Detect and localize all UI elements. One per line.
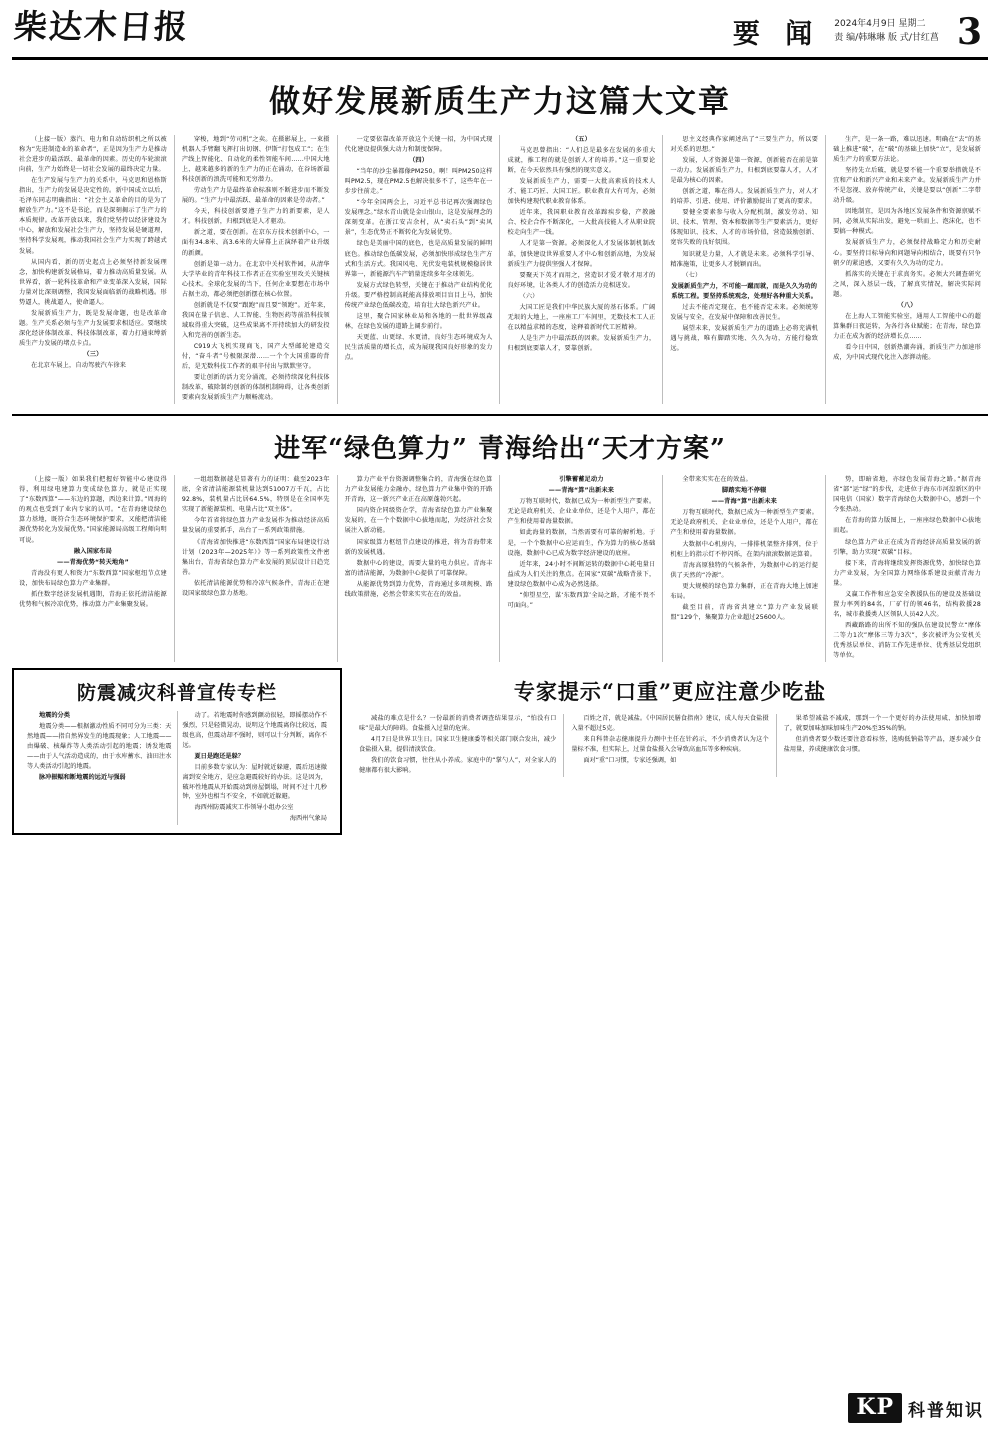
paragraph: 穿梭，地到“劳司机”之卖。在摄影展上，一束摄机器人手臂翻飞挥打出切钢、伊斯“打包成工”；在生产线上智能化、自动化的柔性智能车间……中国大地上，越来越多的新的生产力的正在涌动，在谷场新最科技创新的浪洗可能和无穷潜力。 bbox=[181, 136, 330, 184]
paragraph: 海西州防震减灾工作领导小组办公室 bbox=[194, 804, 294, 812]
paragraph: 新之道，要在创新。在京东方技术创新中心，一面有34.8米、高3.6米的大屏幕上正演绎着产业升级的新颜。 bbox=[181, 229, 330, 257]
paragraph: 国内资企同级资企学，青海省绿色算力产业集聚发展的，在一个个数据中心拔地而起，为经济社会发展注入新动能。 bbox=[344, 507, 493, 535]
paragraph: 国家级算力枢纽节点建设的推进，将为青海带来新的发展机遇。 bbox=[344, 538, 493, 556]
article1-col-2 bbox=[175, 135, 338, 404]
paragraph: （上接一版）蒸汽、电力和自动纺织机之所以被称为“先进制造业的革命者”，正是因为生产力是推动社会进步的最活跃、最革命的因素。历史的车轮滚滚向前，生产力始终是一切社会发展的最终决定力量。 bbox=[19, 136, 167, 174]
paragraph: 势，即暗省地，亦绿色发展青海之路。”据青海省“部”运“绿”的步伐，走进位于海东市河湟新区的中国电信（国家）数字青海绿色大数据中心，感到一个令张热动。 bbox=[833, 476, 981, 514]
paragraph: 截至目前，青海省共建立“算力产业发展联盟”129个，集聚算力企业超过25600人。 bbox=[670, 603, 819, 621]
page-number: 3 bbox=[956, 10, 982, 53]
paragraph: 要健全要素参与收入分配机制，激发劳动、知识、技术、管理、资本和数据等生产要素活力，更好体现知识、技术、人才的市场价值，营造鼓励创新、宽容失败的良好氛围。 bbox=[670, 209, 819, 247]
article3-body bbox=[22, 711, 332, 825]
subhead: 融入国家布局 bbox=[73, 547, 112, 555]
paragraph: 动了。若地震时你感到颤动很轻，即摇摆动作不强烈，只是轻微晃动，说明这个地震离你比较远，震级也高，但震动却不强时，则可以十分判断，离你不远。 bbox=[182, 712, 327, 749]
article3-col-2 bbox=[178, 711, 333, 825]
paragraph: 依托清洁能源优势和冷凉气候条件，青海正在建设国家级绿色算力基地。 bbox=[181, 579, 330, 597]
article3-col-1 bbox=[22, 711, 178, 825]
article3-title: 防震减灾科普宣传专栏 bbox=[76, 682, 277, 705]
paragraph: 因地制宜，是因为各地区发展条件和资源禀赋不同，必须从实际出发，避免一哄而上、泡沫化，也不要搞一种模式。 bbox=[833, 208, 981, 236]
paragraph: 近年来，24小时不间断运转的数据中心耗电量日益成为人们关注的焦点。在国家“双碳”战略背景下，建设绿色数据中心成为必然选择。 bbox=[507, 560, 656, 588]
paragraph: 更大规模的绿色算力集群，正在青海大地上加速布局。 bbox=[670, 582, 819, 600]
subhead: 地震的分类 bbox=[39, 712, 70, 720]
paragraph: 思主义经典作家阐述出了“三要生产力，所以要对关系的思想。” bbox=[670, 136, 819, 154]
subhead: 脉冲振幅和断地震的远近与强弱 bbox=[39, 773, 126, 781]
paragraph: “当年的沙尘暴都像PM250。啊！叫PM250这样叫PM2.5，现在PM2.5也解决很多不了，这些年在一步步往前走。” bbox=[344, 168, 493, 196]
paragraph: 抓住数字经济发展机遇期，青海正依托清洁能源优势和气候冷凉优势，推动算力产业集聚发展。 bbox=[19, 590, 167, 608]
subhead: ——青海“算”出新未来 bbox=[548, 487, 615, 495]
article1-col-5 bbox=[663, 135, 826, 404]
bottom-zone bbox=[0, 662, 1000, 835]
paragraph: 天更蓝、山更绿、水更清，良好生态环境成为人民生活质量的增长点，成为展现我国良好形象的发力点。 bbox=[344, 333, 493, 361]
paragraph: 生产，是一条一路，难以迅速。明确在“去”的基础上推进“破”，在“破”的基础上加快“立”，是发展新质生产力的重要方法论。 bbox=[833, 136, 981, 164]
paragraph: 百姓之首，就是减盐。《中国居民膳食指南》建议，成人每天食盐摄入量不超过5克。 bbox=[571, 715, 769, 732]
paragraph: 发展新质生产力，需要一大批高素质的技术人才、能工巧匠、大国工匠。职业教育大有可为，必须加快构建现代职业教育体系。 bbox=[507, 178, 656, 206]
article-divider-1 bbox=[12, 414, 988, 416]
subhead: 引擎蓄蓄足动力 bbox=[559, 476, 604, 484]
article4-col-2 bbox=[564, 714, 776, 777]
paragraph: 青海没有更人和资力“东数西算”国家枢纽节点建设，加快布局绿色算力产业集群。 bbox=[19, 569, 167, 587]
paragraph: 从能源优势到算力优势，青海通过多项规模、路线政策措施，必然会带来实实在在的效益。 bbox=[344, 580, 493, 598]
paragraph: 来自科普杂志健康提升力测中主任在针药示，不少消费者认为这个量标不准，但实际上，过量食盐摄入会导致高血压等多种疾病。 bbox=[571, 735, 769, 753]
paragraph: 今天，科技创新要遵子生产力的新要素，是人才。科技创新，归根到底是人才驱动。 bbox=[181, 208, 330, 226]
paragraph: 今年首省将绿色算力产业发展作为推动经济高质量发展的重要抓手，出台了一系列政策措施。 bbox=[181, 517, 330, 535]
kp-badge bbox=[848, 1393, 984, 1423]
paragraph: “今年全国两会上，习近平总书记再次强调绿色发展理念。”绿水青山就是金山银山，这是发展理念的深刻变革。在浙江安吉余村，从“卖石头”到“卖风景”，生态优势正不断转化为发展优势。 bbox=[344, 199, 493, 237]
paragraph: 在上海人工智能实验室，通用人工智能中心的超算集群日夜运转，为各行各业赋能；在青海，绿色算力正在成为新的经济增长点…… bbox=[833, 312, 981, 340]
paragraph: 《青海省加快推进“东数西算”国家布局建设行动计划（2023年—2025年）》等一系列政策性文件密集出台，青海省绿色算力产业发展的顶层设计日趋完善。 bbox=[181, 538, 330, 576]
article3-box bbox=[12, 668, 342, 835]
article1-body bbox=[0, 135, 1000, 404]
paragraph: 万物互联时代，数据已成为一种新型生产要素。无论是政府机关、企业业单位，还是个人用户，都在产生和使用着海量数据。 bbox=[670, 509, 819, 537]
paragraph: 坚持先立后破，就是要不能一个重要举措就是不宜和产业和新兴产业和未来产业。发展新质生产力并不是忽视、放弃传统产业，关键是要以“创新”二字带动升级。 bbox=[833, 167, 981, 205]
article1-col-4 bbox=[500, 135, 663, 404]
article2-col-2 bbox=[175, 475, 338, 662]
paragraph: 面对“重”口习惯，专家还强调，如 bbox=[583, 756, 677, 764]
paragraph: （七） bbox=[682, 271, 702, 279]
article2-headline: 进军“绿色算力” 青海给出“天才方案” bbox=[274, 434, 726, 465]
kp-label: 科普知识 bbox=[908, 1400, 984, 1421]
masthead-rule bbox=[12, 57, 988, 60]
paragraph: 绿色是美丽中国的底色，也是高质量发展的鲜明底色。推动绿色低碳发展，必须加快形成绿色生产方式和生活方式。我国风电、光伏发电装机规模稳居世界第一，新能源汽车产销量连续多年全球领先。 bbox=[344, 240, 493, 278]
article1-col-1 bbox=[12, 135, 175, 404]
paragraph: 人是生产力中最活跃的因素。发展新质生产力，归根到底要靠人才，要靠创新。 bbox=[507, 334, 656, 352]
article4-zone bbox=[352, 668, 988, 835]
paragraph: （六） bbox=[519, 292, 539, 300]
subhead: ——青海优势“转天地角” bbox=[57, 558, 129, 566]
article2-body bbox=[0, 475, 1000, 662]
article4-title: 专家提示“口重”更应注意少吃盐 bbox=[513, 679, 827, 705]
paragraph: 目前多数专家认为：屋时就近躲避，震后迅速撤离到安全地方，是应急避震较好的办法。这是因为，破坏性地震从开始震动到房屋倒塌，时间不过十几秒钟，室外也相当不安全，不如就近躲避。 bbox=[182, 763, 327, 801]
article4-col-3 bbox=[777, 714, 988, 777]
section-marker: 发展新质生产力，不可能一蹴而就，而是久久为功的系统工程。要坚持系统观念，处理好各种重大关系。 bbox=[671, 282, 818, 300]
paragraph: 数据中心的建设，需要大量的电力供应。青海丰富的清洁能源，为数据中心提供了可靠保障。 bbox=[344, 559, 493, 577]
masthead-right bbox=[733, 10, 986, 51]
subhead: 脚踏实地不停辍 bbox=[722, 487, 767, 495]
paragraph: 发展新质生产力，必须保持战略定力和历史耐心。要坚持目标导向和问题导向相结合，既要有只争朝夕的紧迫感，又要有久久为功的定力。 bbox=[833, 239, 981, 267]
section-title: 要 闻 bbox=[732, 19, 821, 50]
paragraph: 人才是第一资源。必须深化人才发展体制机制改革，加快建设世界重要人才中心和创新高地，为发展新质生产力提供坚强人才保障。 bbox=[507, 240, 656, 268]
paragraph: 从国内看，新的历史起点上必须坚持新发展理念，加快构建新发展格局，着力推动高质量发展。从世界看，新一轮科技革命和产业变革深入发展，国际力量对比深刻调整，我国发展面临新的战略机遇。形势逼人，挑战逼人，使命逼人。 bbox=[19, 258, 167, 306]
paragraph: 青海高原独特的气候条件，为数据中心的运行提供了天然的“冷源”。 bbox=[670, 561, 819, 579]
paragraph: 发展新质生产力，既是发展命题，也是改革命题。生产关系必须与生产力发展要求相适应。要继续深化经济体制改革、科技体制改革，着力打通束缚新质生产力发展的堵点卡点。 bbox=[19, 309, 167, 347]
paragraph: 我们的饮食习惯，往往从小养成。家庭中的“掌勺人”，对全家人的健康都有很大影响。 bbox=[359, 756, 557, 774]
section-marker: （五） bbox=[571, 136, 591, 143]
article1-col-3 bbox=[338, 135, 501, 404]
subhead: 夏日是跑还是躲？ bbox=[194, 752, 244, 760]
article2-col-3 bbox=[338, 475, 501, 662]
kp-mark: KP bbox=[848, 1393, 902, 1423]
paragraph: 在北京车展上，自动驾驶汽车徐来 bbox=[31, 362, 127, 370]
paragraph: 绿色算力产业正在成为青海经济高质量发展的新引擎，助力实现“双碳”目标。 bbox=[833, 538, 981, 556]
paragraph: 算力产业平台资源调整集合的，青海强在绿色算力产业发展能力金融办，绿色算力产业集中资的开路开青海，这一新兴产业正在高原蓬勃兴起。 bbox=[344, 476, 493, 504]
section-marker: （三） bbox=[83, 350, 103, 358]
paragraph: 发展，人才资源是第一资源，创新能否在前是第一动力。发展新质生产力，归根到底要靠人才，人才是最为核心的因素。 bbox=[670, 157, 819, 185]
article1-col-6 bbox=[826, 135, 988, 404]
paragraph: 抓落实的关键在于求真务实。必须大兴调查研究之风，深入基层一线，了解真实情况，解决实际问题。 bbox=[833, 270, 981, 298]
newspaper-logo: 柴达木日报 bbox=[12, 7, 191, 46]
article2-col-1 bbox=[12, 475, 175, 662]
paragraph: 大数据中心机房内，一排排机架整齐排列，位于机柜上的指示灯不停闪烁，在架内滚滚数据运算着。 bbox=[670, 540, 819, 558]
paragraph: 万物互联时代，数据已成为一种新型生产要素。无论是政府机关、企业业单位，还是个人用户，都在产生和使用着海量数据。 bbox=[507, 498, 656, 526]
paragraph: 展望未来，发展新质生产力的道路上必将充满机遇与挑战，唯有脚踏实地、久久为功，方能行稳致远。 bbox=[670, 324, 819, 352]
issue-date: 2024年4月9日 星期二 bbox=[834, 19, 926, 29]
paragraph: 过去不能否定现在，也不能否定未来。必须统筹发展与安全，在发展中保障和改善民生。 bbox=[670, 303, 819, 321]
article4-col-1 bbox=[352, 714, 564, 777]
paragraph: 发展方式绿色转型，关键在于推动产业结构优化升级。要严格控制高耗能高排放项目盲目上马，加快传统产业绿色低碳改造，培育壮大绿色新兴产业。 bbox=[344, 281, 493, 309]
article2-col-5 bbox=[663, 475, 826, 662]
article2-col-6 bbox=[826, 475, 988, 662]
paragraph: 要让创新的活力充分涌流，必须持续深化科技体制改革，破除制约创新的体制机制障碍，让各类创新要素向发展新质生产力顺畅流动。 bbox=[181, 374, 330, 402]
article2-col-4 bbox=[500, 475, 663, 662]
paragraph: 全带来实实在在的效益。 bbox=[682, 476, 753, 484]
issue-meta bbox=[834, 18, 939, 45]
paragraph: 劳动生产力是最终革命标准则不断进步而不断发展的。“生产力中最活跃、最革命的因素是劳动者。” bbox=[181, 187, 330, 205]
subhead: ——青海“算”出新未来 bbox=[711, 498, 777, 506]
paragraph: 知识就是力量，人才就是未来。必须科学引导、精准施策，让更多人才脱颖而出。 bbox=[670, 250, 819, 268]
paragraph: 接下来，青海将继续发挥资源优势，加快绿色算力产业发展，为全国算力网络体系建设贡献青海力量。 bbox=[833, 559, 981, 587]
paragraph: 要聚天下英才而用之，营造识才爱才敬才用才的良好环境，让各类人才的创造活力竞相迸发。 bbox=[507, 271, 656, 289]
masthead bbox=[0, 0, 1000, 55]
paragraph: 大国工匠是我们中华民族大厦的基石体系。广阔无垠的大地上，一座座工厂车间里，无数技术工人正在以精益求精的态度，诠释着新时代工匠精神。 bbox=[507, 303, 656, 331]
paragraph: 创新是第一动力。在北京中关村软件园，从清华大学毕业的青年科技工作者正在实验室里攻关关键核心技术。全球化发展的当下，任何企业要想在市场中占据主动，都必须把创新摆在核心位置。 bbox=[181, 260, 330, 298]
paragraph: 在生产发展与生产力的关系中，马克思和恩格斯指出，生产力的发展是决定性的。新中国成立以后，毛泽东同志明确指出：“社会主义革命的目的是为了解放生产力。”这不是书论，而是深刻揭示了生产力的本质规律。改革开放以来，我们党坚持以经济建设为中心，解放和发展社会生产力，坚持发展是硬道理，坚持科学发展观，推动我国社会生产力实现了跨越式发展。 bbox=[19, 177, 167, 255]
paragraph: 4月7日是世界卫生日。国家卫生健康委等相关部门联合发出，减少食盐摄入量，提倡清淡饮食。 bbox=[359, 735, 557, 753]
paragraph: 减盐的难点是什么？一份最新的消费者调查结果显示，“怕没有口味”是最大的障碍。食盐摄入过量的危害。 bbox=[359, 715, 557, 732]
paragraph: 西藏路路的出所不知的强队伍建设民警立“摩体二等力1次”摩体三等力3次”，多次被评为公安机关优秀基层单位、消防工作先进单位、优秀基层党组织等单位。 bbox=[833, 621, 981, 660]
paragraph: C919大飞机实现商飞，国产大型邮轮建造交付，“奋斗者”号极限深潜……一个个大国重器的背后，是无数科技工作者的艰辛付出与默默坚守。 bbox=[181, 342, 330, 371]
paragraph: 在青海的算力版图上，一座座绿色数据中心拔地而起。 bbox=[833, 517, 981, 535]
paragraph: 果希望减盐不减咸，那到一个一个更好的办法使用咸、加快加增了，就要加味加味加味生产20%至35%的钠。 bbox=[783, 715, 981, 732]
issue-editors: 责 编/韩琳琳 版 式/甘红菖 bbox=[834, 32, 939, 43]
section-marker: （四） bbox=[409, 157, 429, 165]
paragraph: 一组组数据越是显著有力的证明：截至2023年底，全省清洁能源装机量达到51007万千瓦，占比92.8%，装机量占比居64.5%，特别是在全国率先实现了新能源装机、电量占比“双主体”。 bbox=[181, 476, 330, 514]
paragraph: 创新之道，唯在得人。发展新质生产力，对人才的培养、引进、使用、评价激励提出了更高的要求。 bbox=[670, 188, 819, 206]
paragraph: 地震分类——根据激动性质不同可分为三类：天然地震——指自然界发生的地震现象；人工地震——由爆破、核爆炸等人类活动引起的地震；诱发地震——由于人气活动造成的，由于水库蓄水、油田注水等人类活动引起的地震。 bbox=[27, 722, 172, 770]
paragraph: “仰望星空，谋‘东数西算’全局之路，才能不畏不可面向。” bbox=[507, 591, 656, 609]
paragraph: 如此海量的数据，当然需要有可靠的解析地。于是，一个个数据中心应运而生，作为算力的核心基础设施，数据中心已成为数字经济建设的底座。 bbox=[507, 529, 656, 557]
paragraph: 创新就是不仅要“跟跑”而且要“领跑”。近年来，我国在量子信息、人工智能、生物医药等前沿科技领域取得重大突破，这些成果离不开持续加大的研发投入和完善的创新生态。 bbox=[181, 301, 330, 339]
paragraph: 看今日中国，创新热潮奔涌，新质生产力加速形成，为中国式现代化注入澎湃动能。 bbox=[833, 343, 981, 361]
paragraph: 近年来，我国职业教育改革蹄疾步稳，产教融合、校企合作不断深化，一大批高技能人才从职业院校走向生产一线。 bbox=[507, 209, 656, 237]
article1-headline: 做好发展新质生产力这篇大文章 bbox=[269, 84, 731, 120]
paragraph: 但消费者要少数还要注意看标签，选购低钠盐等产品，逐步减少食盐用量，养成健康饮食习惯。 bbox=[783, 735, 981, 753]
paragraph: 义赢工作件和应急安全教援队伍的建设及基础设置力率列的84名，厂矿行的领46名，结构救援28名，城市救援类人区领队人员42人次。 bbox=[833, 590, 981, 618]
paragraph: 这里，聚合国家林业局和各地的一批世界级森林，在绿色发展的道路上阔步前行。 bbox=[344, 312, 493, 330]
paragraph: 马克思曾指出：“人们总是最多在发展的多重大成就，推工程的就是创新人才的培养。”这一重要论断，在今天依然具有强烈的现实意义。 bbox=[507, 147, 656, 175]
byline: 海西州气象局 bbox=[289, 815, 327, 823]
paragraph: （上接一版）如果我们把握好智能中心建设得得，利用绿电建算力变成绿色算力，就是正实现了“东数西算”——东边的算题，西边来计算。”周海的的观点也受到了业内专家的认可。“在青海建设绿色算力基地，既符合生态环境保护要求，又能把清洁能源优势转化为发展优势。”国家能源局高级工程师向明可说。 bbox=[19, 476, 167, 544]
section-marker: （八） bbox=[897, 301, 917, 309]
paragraph: 一定要依靠改革开放这个关键一招，为中国式现代化建设提供强大动力和制度保障。 bbox=[344, 136, 493, 154]
article4-body bbox=[352, 714, 988, 777]
